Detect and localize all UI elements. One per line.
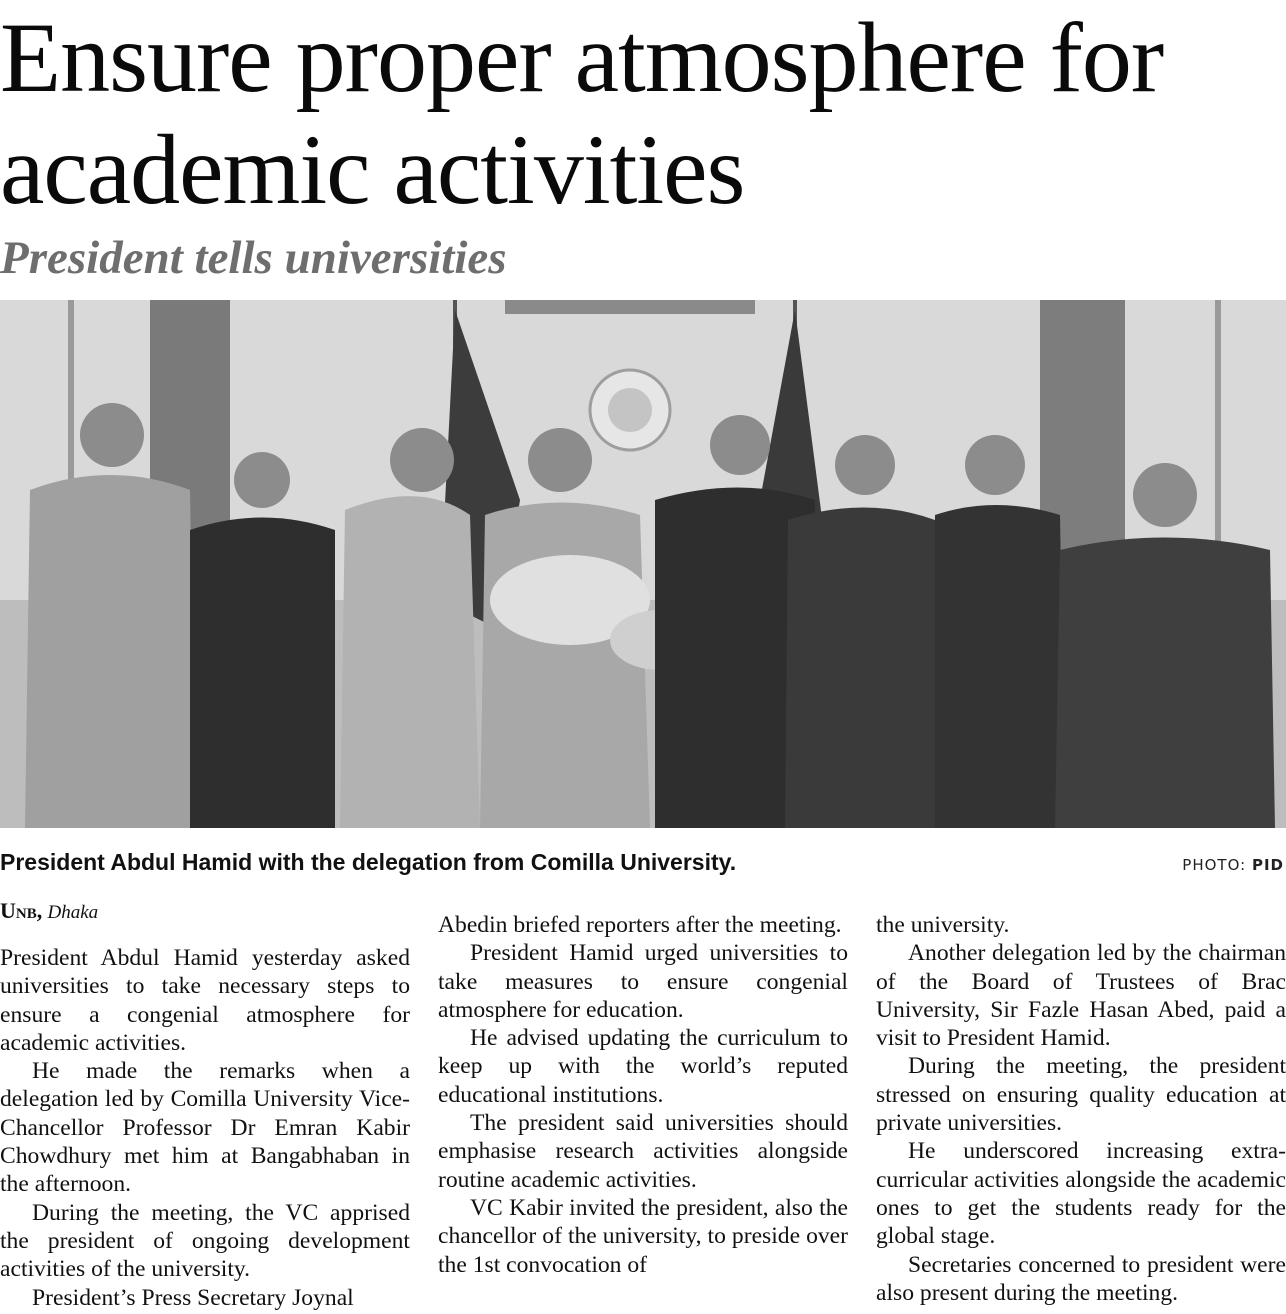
- credit-source: PID: [1251, 856, 1284, 874]
- paragraph: VC Kabir invited the president, also the chancellor of the university, to preside over the 1st convocation of: [438, 1194, 848, 1278]
- photo-credit: [1182, 856, 1284, 874]
- paragraph: Abedin briefed reporters after the meeting.: [438, 912, 842, 938]
- paragraph: the university.: [876, 912, 1010, 938]
- photo-caption: President Abdul Hamid with the delegation from Comilla University.: [0, 849, 737, 875]
- paragraph: During the meeting, the VC apprised the president of ongoing development activities of the university.: [0, 1199, 410, 1283]
- paragraph: President Abdul Hamid yesterday asked universities to take necessary steps to ensure a congenial atmosphere for academic activities.: [0, 945, 410, 1056]
- paragraph: Another delegation led by the chairman of the Board of Trustees of Brac University, Sir Fazle Hasan Abed, paid a visit to President Hamid.: [876, 940, 1286, 1052]
- byline-agency: Unb,: [0, 898, 43, 923]
- paragraph: The president said universities should emphasise research activities alongside routine academic activities.: [438, 1110, 848, 1193]
- credit-label: PHOTO:: [1182, 856, 1247, 874]
- news-photo: [0, 300, 1286, 828]
- headline: Ensure proper atmosphere for academic activities: [0, 2, 1164, 225]
- paragraph: President Hamid urged universities to take measures to ensure congenial atmosphere for education.: [438, 940, 848, 1023]
- group-photo-icon: [0, 300, 1286, 828]
- byline-place: Dhaka: [47, 902, 99, 923]
- byline: [0, 898, 98, 926]
- paragraph: He advised updating the curriculum to keep up with the world’s reputed educational institutions.: [438, 1025, 848, 1108]
- paragraph: During the meeting, the president stressed on ensuring quality education at private universities.: [876, 1053, 1286, 1137]
- subheadline: President tells universities: [0, 232, 507, 284]
- paragraph: President’s Press Secretary Joynal: [32, 1284, 354, 1311]
- article-column-3: [876, 911, 1286, 1307]
- paragraph: He made the remarks when a delegation led by Comilla University Vice-Chancellor Professor Dr Emran Kabir Chowdhury met him at Bangabhaban in the afternoon.: [0, 1058, 410, 1198]
- paragraph: He underscored increasing extra-curricular activities alongside the academic ones to get the students ready for the global stage.: [876, 1138, 1286, 1250]
- paragraph: Secretaries concerned to president were also present during the meeting.: [876, 1251, 1286, 1306]
- article-column-2: [438, 911, 848, 1279]
- article-column-1: [0, 944, 410, 1312]
